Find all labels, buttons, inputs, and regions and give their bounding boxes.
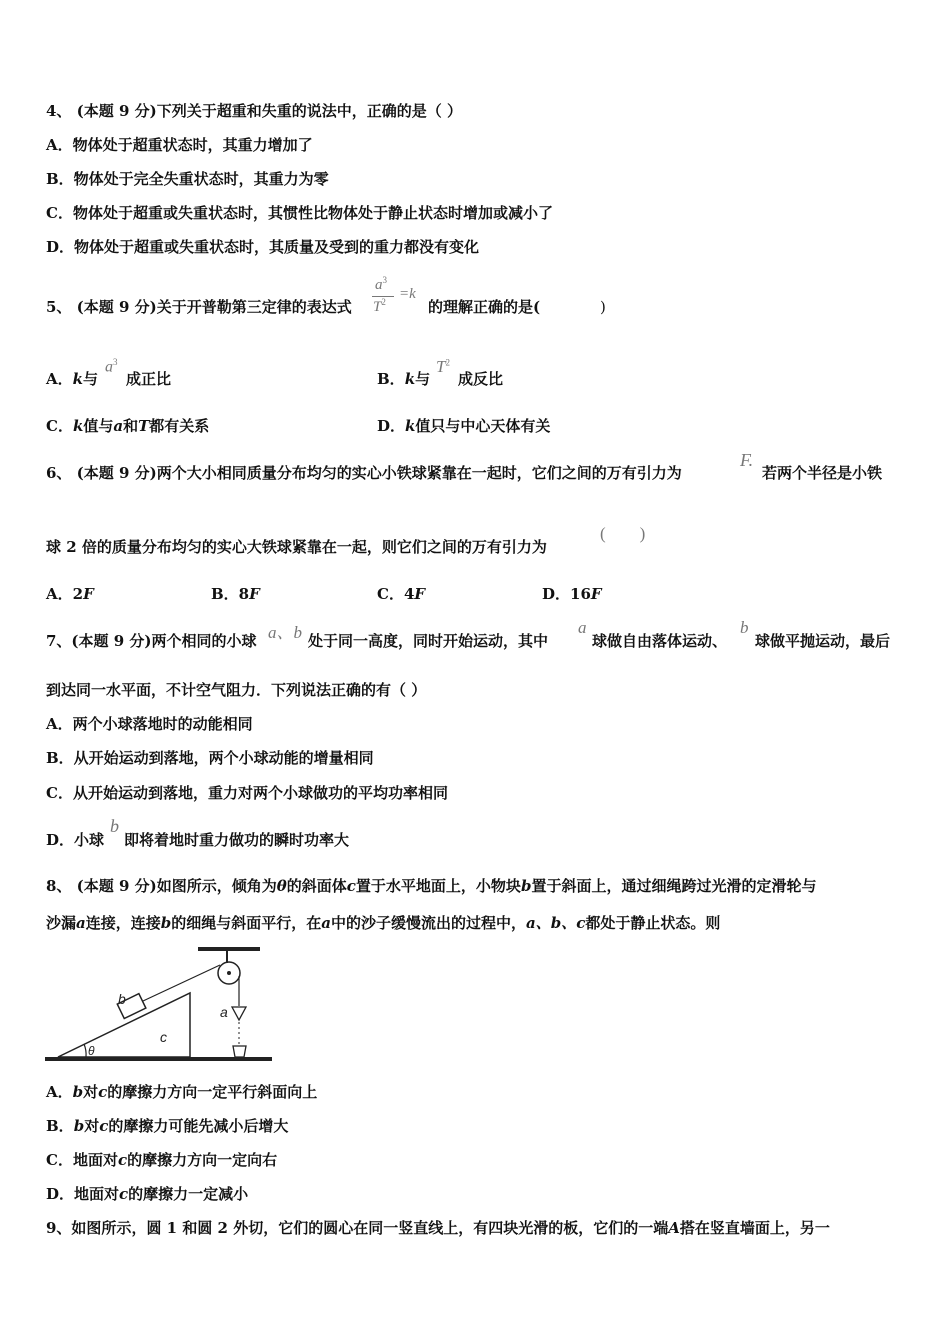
q5-option-d bbox=[377, 416, 550, 436]
q4-option-c: C．物体处于超重或失重状态时，其惯性比物体处于静止状态时增加或减小了 bbox=[46, 204, 553, 222]
q8-stem-line2 bbox=[46, 913, 720, 933]
text: C．地面对 bbox=[46, 1151, 118, 1169]
var-c: c bbox=[117, 1151, 128, 1169]
formula-numerator-exp: 3 bbox=[382, 275, 387, 285]
var-F: F bbox=[83, 585, 94, 603]
text: 与 bbox=[83, 370, 99, 388]
q7-option-d-post: 即将着地时重力做功的瞬时功率大 bbox=[124, 831, 350, 849]
label-a: a bbox=[220, 1004, 228, 1020]
q5-option-b bbox=[377, 369, 430, 389]
var-T: T bbox=[138, 417, 150, 435]
option-letter: B． bbox=[46, 1117, 74, 1135]
text: 9、如图所示，圆 1 和圆 2 外切，它们的圆心在同一竖直线上，有四块光滑的板，它们的一端 bbox=[46, 1219, 669, 1237]
q5-formula bbox=[372, 275, 432, 319]
var-b: b bbox=[520, 877, 532, 895]
q6-stem-line2: 球 2 倍的质量分布均匀的实心大铁球紧靠在一起，则它们之间的万有引力为 bbox=[46, 538, 547, 556]
formula-denominator-exp: 2 bbox=[381, 297, 386, 307]
text: 连接，连接 bbox=[85, 914, 161, 932]
text: 置于斜面上，通过细绳跨过光滑的定滑轮与 bbox=[531, 877, 817, 895]
text: 都处于静止状态。则 bbox=[585, 914, 721, 932]
q5-stem-pre: 5、 (本题 9 分)关于开普勒第三定律的表达式 bbox=[46, 298, 352, 316]
q8-option-a bbox=[46, 1082, 317, 1102]
q6-option-a bbox=[46, 584, 94, 604]
text: 的斜面体 bbox=[286, 877, 347, 895]
q7-stem-mid: 处于同一高度，同时开始运动，其中 bbox=[308, 632, 549, 650]
var-F: F bbox=[590, 585, 602, 603]
text: 的摩擦力方向一定平行斜面向上 bbox=[107, 1083, 318, 1101]
q9-stem bbox=[46, 1218, 830, 1238]
exp: 2 bbox=[445, 357, 450, 368]
text: 置于水平地面上，小物块 bbox=[355, 877, 521, 895]
formula-numerator: a bbox=[375, 277, 383, 293]
text: B．8 bbox=[211, 585, 250, 603]
q6-F: F. bbox=[740, 450, 754, 470]
text: 对 bbox=[83, 1083, 99, 1101]
hourglass-a bbox=[232, 1007, 246, 1020]
var-k: k bbox=[405, 417, 416, 435]
text: 中的沙子缓慢流出的过程中， bbox=[331, 914, 527, 932]
q8-incline-figure bbox=[40, 940, 280, 1072]
q8-stem-line1 bbox=[46, 876, 816, 896]
text: 搭在竖直墙面上，另一 bbox=[679, 1219, 830, 1237]
exp: 3 bbox=[113, 357, 118, 367]
text: D．地面对 bbox=[46, 1185, 120, 1203]
sand-cup bbox=[233, 1046, 246, 1057]
text: 8、 (本题 9 分)如图所示，倾角为 bbox=[46, 877, 277, 895]
var-A: A bbox=[668, 1219, 680, 1237]
q6-stem-post: 若两个半径是小铁 bbox=[762, 464, 883, 482]
q5-option-c bbox=[46, 416, 209, 436]
option-letter: A． bbox=[46, 370, 73, 388]
q7-stem-mid2: 球做自由落体运动、 bbox=[592, 632, 728, 650]
q5-option-a bbox=[46, 369, 98, 389]
var-k: k bbox=[72, 417, 84, 435]
q8-option-b bbox=[46, 1116, 288, 1136]
text: 值与 bbox=[83, 417, 114, 435]
text: 对 bbox=[84, 1117, 100, 1135]
text: 沙漏 bbox=[46, 914, 77, 932]
formula-rhs: =k bbox=[399, 286, 416, 302]
label-c: c bbox=[160, 1029, 167, 1045]
q6-stem-pre: 6、 (本题 9 分)两个大小相同质量分布均匀的实心小铁球紧靠在一起时，它们之间的万有引力为 bbox=[46, 464, 682, 482]
q6-option-d bbox=[542, 584, 602, 604]
q7-d-var-b: b bbox=[110, 816, 119, 836]
var-k: k bbox=[404, 370, 416, 388]
var-b: b bbox=[160, 914, 172, 932]
rope-to-b bbox=[143, 965, 220, 1001]
text: A．2 bbox=[46, 585, 84, 603]
option-letter: B． bbox=[377, 370, 405, 388]
q7-stem-line2: 到达同一水平面，不计空气阻力．下列说法正确的有（ ） bbox=[46, 681, 427, 699]
var-a: a bbox=[113, 417, 124, 435]
var-F: F bbox=[249, 585, 260, 603]
text: 和 bbox=[123, 417, 139, 435]
q5-stem-post: 的理解正确的是( bbox=[428, 298, 541, 316]
q4-option-a: A．物体处于超重状态时，其重力增加了 bbox=[46, 136, 313, 154]
q5-b-post: 成反比 bbox=[458, 370, 504, 388]
label-theta: θ bbox=[88, 1044, 95, 1058]
option-letter: C． bbox=[46, 417, 73, 435]
var-c: c bbox=[99, 1117, 109, 1135]
var-c: c bbox=[346, 877, 356, 895]
pulley-axle bbox=[227, 971, 231, 975]
ceiling bbox=[198, 947, 260, 951]
q4-option-b: B．物体处于完全失重状态时，其重力为零 bbox=[46, 170, 329, 188]
var-k: k bbox=[72, 370, 84, 388]
q8-option-c bbox=[46, 1150, 277, 1170]
var-a: a bbox=[105, 358, 113, 376]
var-theta: θ bbox=[276, 877, 287, 895]
text: 都有关系 bbox=[149, 417, 210, 435]
q7-var-b: b bbox=[740, 618, 749, 637]
text: 与 bbox=[415, 370, 431, 388]
q6-option-c bbox=[377, 584, 425, 604]
var-a: a bbox=[321, 914, 332, 932]
q7-option-b: B．从开始运动到落地，两个小球动能的增量相同 bbox=[46, 749, 374, 767]
formula-denominator: T bbox=[373, 299, 382, 315]
var-abc: a、b、c bbox=[526, 914, 586, 932]
q5-b-expr bbox=[436, 357, 450, 377]
text: D．16 bbox=[542, 585, 591, 603]
var-b: b bbox=[73, 1117, 85, 1135]
q7-option-c: C．从开始运动到落地，重力对两个小球做功的平均功率相同 bbox=[46, 784, 448, 802]
text: C．4 bbox=[377, 585, 415, 603]
text: 的细绳与斜面平行，在 bbox=[171, 914, 322, 932]
label-b: b bbox=[118, 991, 126, 1007]
text: 的摩擦力可能先减小后增大 bbox=[108, 1117, 289, 1135]
text: 值只与中心天体有关 bbox=[415, 417, 551, 435]
option-letter: D． bbox=[377, 417, 406, 435]
var-c: c bbox=[119, 1185, 129, 1203]
text: 的摩擦力方向一定向右 bbox=[127, 1151, 278, 1169]
q7-ab: a、b bbox=[268, 623, 302, 642]
q6-paren: ( ) bbox=[600, 524, 646, 543]
q5-a-expr bbox=[105, 357, 118, 376]
text: 的摩擦力一定减小 bbox=[128, 1185, 249, 1203]
option-letter: A． bbox=[46, 1083, 73, 1101]
angle-arc bbox=[84, 1044, 86, 1057]
var-b: b bbox=[72, 1083, 84, 1101]
var-T: T bbox=[436, 357, 446, 376]
var-c: c bbox=[98, 1083, 108, 1101]
var-a: a bbox=[76, 914, 86, 932]
q5-a-post: 成正比 bbox=[126, 370, 172, 388]
q7-stem-post: 球做平抛运动，最后 bbox=[755, 632, 891, 650]
q4-option-d: D．物体处于超重或失重状态时，其质量及受到的重力都没有变化 bbox=[46, 238, 480, 256]
q7-option-d-pre: D．小球 bbox=[46, 831, 105, 849]
var-F: F bbox=[414, 585, 426, 603]
q8-option-d bbox=[46, 1184, 248, 1204]
q7-stem-pre: 7、(本题 9 分)两个相同的小球 bbox=[46, 632, 257, 650]
q5-stem-close: ) bbox=[600, 298, 606, 316]
q6-option-b bbox=[211, 584, 260, 604]
q7-var-a: a bbox=[578, 618, 587, 637]
q4-stem: 4、 (本题 9 分)下列关于超重和失重的说法中，正确的是（ ） bbox=[46, 102, 462, 120]
q7-option-a: A．两个小球落地时的动能相同 bbox=[46, 715, 253, 733]
